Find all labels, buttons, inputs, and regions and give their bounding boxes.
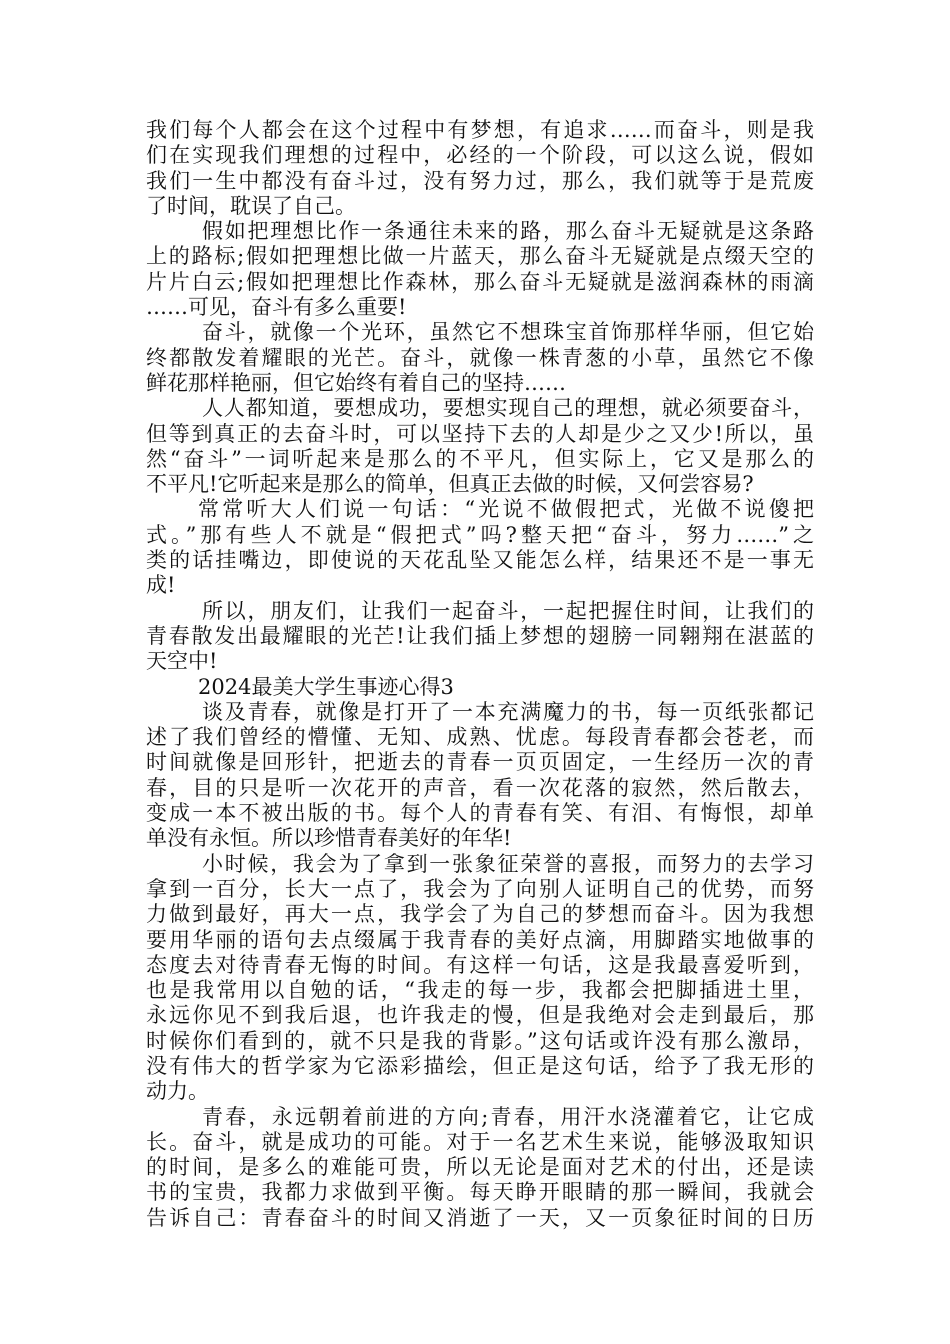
text-line: 了时间，耽误了自己。 (146, 193, 356, 218)
text-line: 没有伟大的哲学家为它添彩描绘，但正是这句话，给予了我无形的 (146, 1053, 814, 1078)
text-line: 时候你们看到的，就不只是我的背影。”这句话或许没有那么激昂， (146, 1028, 814, 1053)
text-line: 要用华丽的语句去点缀属于我青春的美好点滴，用脚踏实地做事的 (146, 927, 814, 952)
text-line: 谈及青春，就像是打开了一本充满魔力的书，每一页纸张都记 (202, 699, 814, 724)
text-line: 天空中! (146, 649, 218, 674)
text-line: 式。”那有些人不就是“假把式”吗?整天把“奋斗，努力……”之 (146, 522, 814, 547)
section-heading: 2024最美大学生事迹心得3 (198, 674, 454, 699)
text-line: 我们一生中都没有奋斗过，没有努力过，那么，我们就等于是荒废 (146, 168, 814, 193)
text-line: 小时候，我会为了拿到一张象征荣誉的喜报，而努力的去学习 (202, 851, 814, 876)
text-line: 常常听大人们说一句话：“光说不做假把式，光做不说傻把 (198, 497, 814, 522)
text-line: 单没有永恒。所以珍惜青春美好的年华! (146, 826, 512, 851)
text-line: 动力。 (146, 1079, 209, 1104)
text-line: 们在实现我们理想的过程中，必经的一个阶段，可以这么说，假如 (146, 143, 814, 168)
text-line: 永远你见不到我后退，也许我走的慢，但是我绝对会走到最后，那 (146, 1003, 814, 1028)
text-line: 鲜花那样艳丽，但它始终有着自己的坚持…… (146, 370, 566, 395)
document-body (146, 118, 814, 1231)
text-line: 变成一本不被出版的书。每个人的青春有笑、有泪、有悔恨，却单 (146, 801, 814, 826)
text-line: 青春散发出最耀眼的光芒!让我们插上梦想的翅膀一同翱翔在湛蓝的 (146, 623, 814, 648)
text-line: ……可见，奋斗有多么重要! (146, 295, 407, 320)
text-line: 拿到一百分，长大一点了，我会为了向别人证明自己的优势，而努 (146, 876, 814, 901)
text-line: 长。奋斗，就是成功的可能。对于一名艺术生来说，能够汲取知识 (146, 1129, 814, 1154)
text-line: 书的宝贵，我都力求做到平衡。每天睁开眼睛的那一瞬间，我就会 (146, 1180, 814, 1205)
text-line: 态度去对待青春无悔的时间。有这样一句话，这是我最喜爱听到， (146, 952, 814, 977)
text-line: 但等到真正的去奋斗时，可以坚持下去的人却是少之又少!所以，虽 (146, 421, 814, 446)
text-line: 的时间，是多么的难能可贵，所以无论是面对艺术的付出，还是读 (146, 1155, 814, 1180)
text-line: 也是我常用以自勉的话，“我走的每一步，我都会把脚插进土里， (146, 978, 814, 1003)
text-line: 所以，朋友们，让我们一起奋斗，一起把握住时间，让我们的 (202, 598, 814, 623)
text-line: 我们每个人都会在这个过程中有梦想，有追求……而奋斗，则是我 (146, 118, 814, 142)
text-line: 类的话挂嘴边，即使说的天花乱坠又能怎么样，结果还不是一事无 (146, 548, 814, 573)
text-line: 上的路标;假如把理想比做一片蓝天，那么奋斗无疑就是点缀天空的 (146, 244, 814, 269)
text-line: 假如把理想比作一条通往未来的路，那么奋斗无疑就是这条路 (202, 219, 814, 244)
text-line: 成! (146, 573, 176, 598)
text-line: 春，目的只是听一次花开的声音，看一次花落的寂然，然后散去， (146, 775, 814, 800)
text-line: 青春，永远朝着前进的方向;青春，用汗水浇灌着它，让它成 (202, 1104, 814, 1129)
text-line: 片片白云;假如把理想比作森林，那么奋斗无疑就是滋润森林的雨滴 (146, 269, 814, 294)
text-line: 奋斗，就像一个光环，虽然它不想珠宝首饰那样华丽，但它始 (202, 320, 814, 345)
text-line: 力做到最好，再大一点，我学会了为自己的梦想而奋斗。因为我想 (146, 902, 814, 927)
text-line: 述了我们曾经的懵懂、无知、成熟、忧虑。每段青春都会苍老，而 (146, 725, 814, 750)
text-line: 终都散发着耀眼的光芒。奋斗，就像一株青葱的小草，虽然它不像 (146, 345, 814, 370)
text-line: 不平凡!它听起来是那么的简单，但真正去做的时候，又何尝容易? (146, 472, 754, 497)
text-line: 告诉自己：青春奋斗的时间又消逝了一天，又一页象征时间的日历 (146, 1205, 814, 1230)
text-line: 时间就像是回形针，把逝去的青春一页页固定，一生经历一次的青 (146, 750, 814, 775)
text-line: 然“奋斗”一词听起来是那么的不平凡，但实际上，它又是那么的 (146, 446, 814, 471)
text-line: 人人都知道，要想成功，要想实现自己的理想，就必须要奋斗， (202, 396, 814, 421)
